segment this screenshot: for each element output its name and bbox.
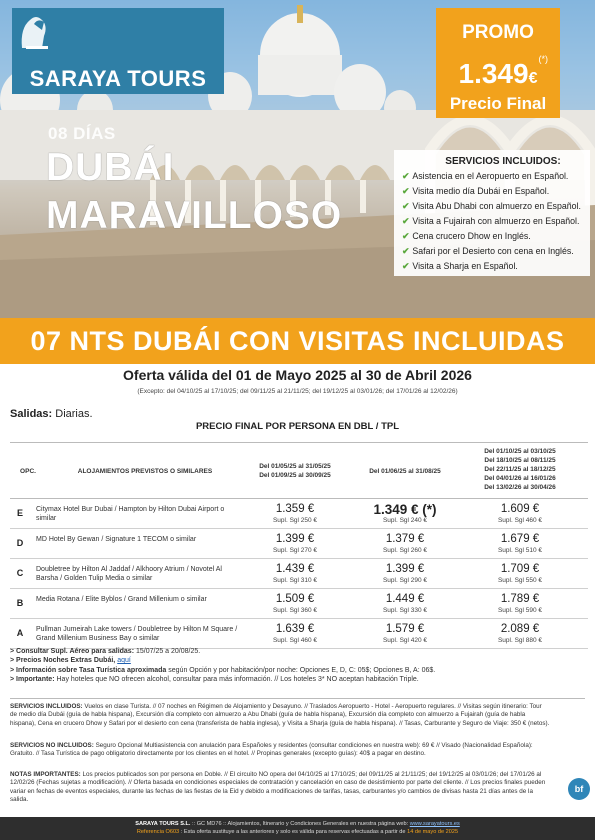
note-important: > Importante: Hay hoteles que NO ofrecen alcohol, consultar para más información. // Los hoteles 3* NO aceptan habitación Triple. [10, 675, 419, 683]
promo-final-label: Precio Final [449, 94, 547, 113]
hero-image [0, 0, 595, 318]
table-row: B Media Rotana / Elite Byblos / Grand Millenium o similar 1.509 € Supl. Sgl 360 € 1.449 € Supl. Sgl 330 € 1.789 € Supl. Sgl 590 € [10, 590, 588, 619]
price-table-title: PRECIO FINAL POR PERSONA EN DBL / TPL [195, 421, 400, 432]
promo-label: PROMO [462, 22, 534, 43]
camel-emblem-icon [12, 8, 60, 56]
offer-banner-text: 07 NTS DUBÁI CON VISITAS INCLUIDAS [30, 326, 565, 356]
service-item: ✔ Visita a Fujairah con almuerzo en Español. [402, 216, 580, 226]
table-row: C Doubletree by Hilton Al Jaddaf / Alkhoory Atrium / Novotel Al Barsha / Golden Tulip Media o similar 1.439 € Supl. Sgl 310 € 1.399 € Supl. Sgl 290 € 1.709 € Supl. Sgl 550 € [10, 560, 588, 589]
important-notes-text: NOTAS IMPORTANTES: Los precios publicados son por persona en Doble. // El circuito NO opera del 04/10/25 al 17/10/25; del 09/11/25 al 21/11/25; del 19/12/25 al 03/01/26; del 17/01/26 al 12/02/26 (Fechas sujetas a modificación). // Oferta basada en condiciones especiales de contratación y cancelación en caso de desistimiento por parte del cliente. // Los precios finales pueden variar en fechas de eventos especiales, durante las fechas de las fiestas de la Eid y debido a modificaciones de tarifas, tasas, carburantes y/o cambios de divisas hasta 21 días antes de la salida. [10, 771, 546, 803]
promo-asterisk: (*) [538, 54, 548, 64]
header-period-3: Del 01/10/25 al 03/10/25 Del 18/10/25 al 08/11/25 Del 22/11/25 al 18/12/25 Del 04/01/26 al 16/01/26 Del 13/02/26 al 30/04/26 [484, 448, 556, 491]
price-table-header [10, 442, 588, 499]
service-item: ✔ Safari por el Desierto con cena en Inglés. [402, 246, 574, 256]
header-accommodation: ALOJAMIENTOS PREVISTOS O SIMILARES [77, 468, 213, 475]
check-icon: ✔ [402, 201, 410, 211]
table-row: A Pullman Jumeirah Lake towers / Doubletree by Hilton M Square / Grand Millenium Business Bay o similar 1.639 € Supl. Sgl 460 € 1.579 € Supl. Sgl 420 € 2.089 € Supl. Sgl 880 € [10, 620, 588, 649]
offer-exceptions: (Excepto: del 04/10/25 al 17/10/25; del 09/11/25 al 21/11/25; del 19/12/25 al 03/01/26; del 17/01/26 al 12/02/26) [137, 388, 458, 395]
header-option: OPC. [20, 468, 36, 475]
departures: Salidas: Diarias. [10, 408, 93, 420]
bf-logo-icon: bf [568, 778, 590, 800]
trip-title-line1: DUBÁI [46, 146, 175, 189]
service-item: ✔ Asistencia en el Aeropuerto en Español. [402, 171, 569, 181]
divider [10, 698, 585, 699]
included-services-title: SERVICIOS INCLUIDOS: [445, 156, 561, 167]
trip-title-line2: MARAVILLOSO [46, 194, 343, 237]
consult-notes [10, 647, 588, 684]
brand-name: SARAYA TOURS [29, 66, 207, 91]
note-extra-nights: > Precios Noches Extras Dubái, aquí [10, 657, 131, 665]
service-item: ✔ Visita medio día Dubái en Español. [402, 186, 550, 196]
table-row: E Citymax Hotel Bur Dubai / Hampton by Hilton Dubai Airport o similar 1.359 € Supl. Sgl 250 € 1.349 € (*) Supl. Sgl 240 € 1.609 € Supl. Sgl 460 € [10, 500, 588, 529]
header-period-2: Del 01/06/25 al 31/08/25 [369, 468, 441, 475]
offer-banner [0, 318, 595, 364]
check-icon: ✔ [402, 231, 410, 241]
brand-logo [12, 8, 224, 94]
extra-nights-link[interactable]: aquí [117, 657, 131, 665]
table-row: D MD Hotel By Gewan / Signature 1 TECOM o similar 1.399 € Supl. Sgl 270 € 1.379 € Supl. Sgl 260 € 1.679 € Supl. Sgl 510 € [10, 530, 588, 559]
footer: SARAYA TOURS S.L. :: GC MD76 :: Alojamientos, Itinerario y Condiciones Generales en nuestra página web: www.sarayatours.es Referencia O603 : Esta oferta sustituye a las anteriores y solo es válida para reservas efectuadas a partir de 14 de mayo de 2025 [0, 817, 595, 840]
check-icon: ✔ [402, 261, 410, 271]
check-icon: ✔ [402, 171, 410, 181]
promo-price: 1.349€ [458, 58, 538, 89]
service-item: ✔ Visita Abu Dhabi con almuerzo en Español. [402, 201, 581, 211]
header-period-1: Del 01/05/25 al 31/05/25 Del 01/09/25 al 30/09/25 [259, 463, 331, 479]
note-tourist-tax: > Información sobre Tasa Turística aproximada según Opción y por habitación/por noche: Opciones E, D, C: 05$; Opciones B, A: 06$. [10, 666, 436, 674]
note-air-supplement: > Consultar Supl. Aéreo para salidas: 15/07/25 a 20/08/25. [10, 648, 201, 655]
not-included-services-text: SERVICIOS NO INCLUIDOS: Seguro Opcional Multiasistencia con anulación para Españoles y residentes (consultar condiciones en nuestra web): 69 € // Visado (Nacionalidad Española): Gratuito. // Tasa Turística de pago obligatorio directamente por los clientes en el hotel. // Propinas generales (excepto guías): 40$ a pagar en destino. [10, 742, 533, 758]
check-icon: ✔ [402, 186, 410, 196]
website-link[interactable]: www.sarayatours.es [409, 821, 460, 827]
check-icon: ✔ [402, 216, 410, 226]
service-item: ✔ Visita a Sharja en Español. [402, 261, 518, 271]
check-icon: ✔ [402, 246, 410, 256]
included-services-box [394, 150, 590, 276]
offer-validity: Oferta válida del 01 de Mayo 2025 al 30 de Abril 2026 [123, 367, 472, 383]
service-item: ✔ Cena crucero Dhow en Inglés. [402, 231, 531, 241]
trip-days: 08 DÍAS [48, 124, 116, 143]
included-services-text: SERVICIOS INCLUIDOS: Vuelos en clase Turista. // 07 noches en Régimen de Alojamiento y Desayuno. // Traslados Aeropuerto - Hotel - Aeropuerto regulares. // Visitas según itinerario: Tour de medio día Dubái (guía de habla hispana), Excursión día completo con almuerzo a Abu Dhabi (guía de habla hispana), Excursión día completo con almuerzo a Fujairah (guía de habla hispana), Cena en crucero Dhow y Safari por el desierto con cena (transferista de habla inglesa), y Visita a Sharja (guía de habla hispana). // Tasas, Carburante y Seguro de Viaje: 350 € (netos). [10, 703, 550, 727]
promo-badge [436, 8, 560, 118]
